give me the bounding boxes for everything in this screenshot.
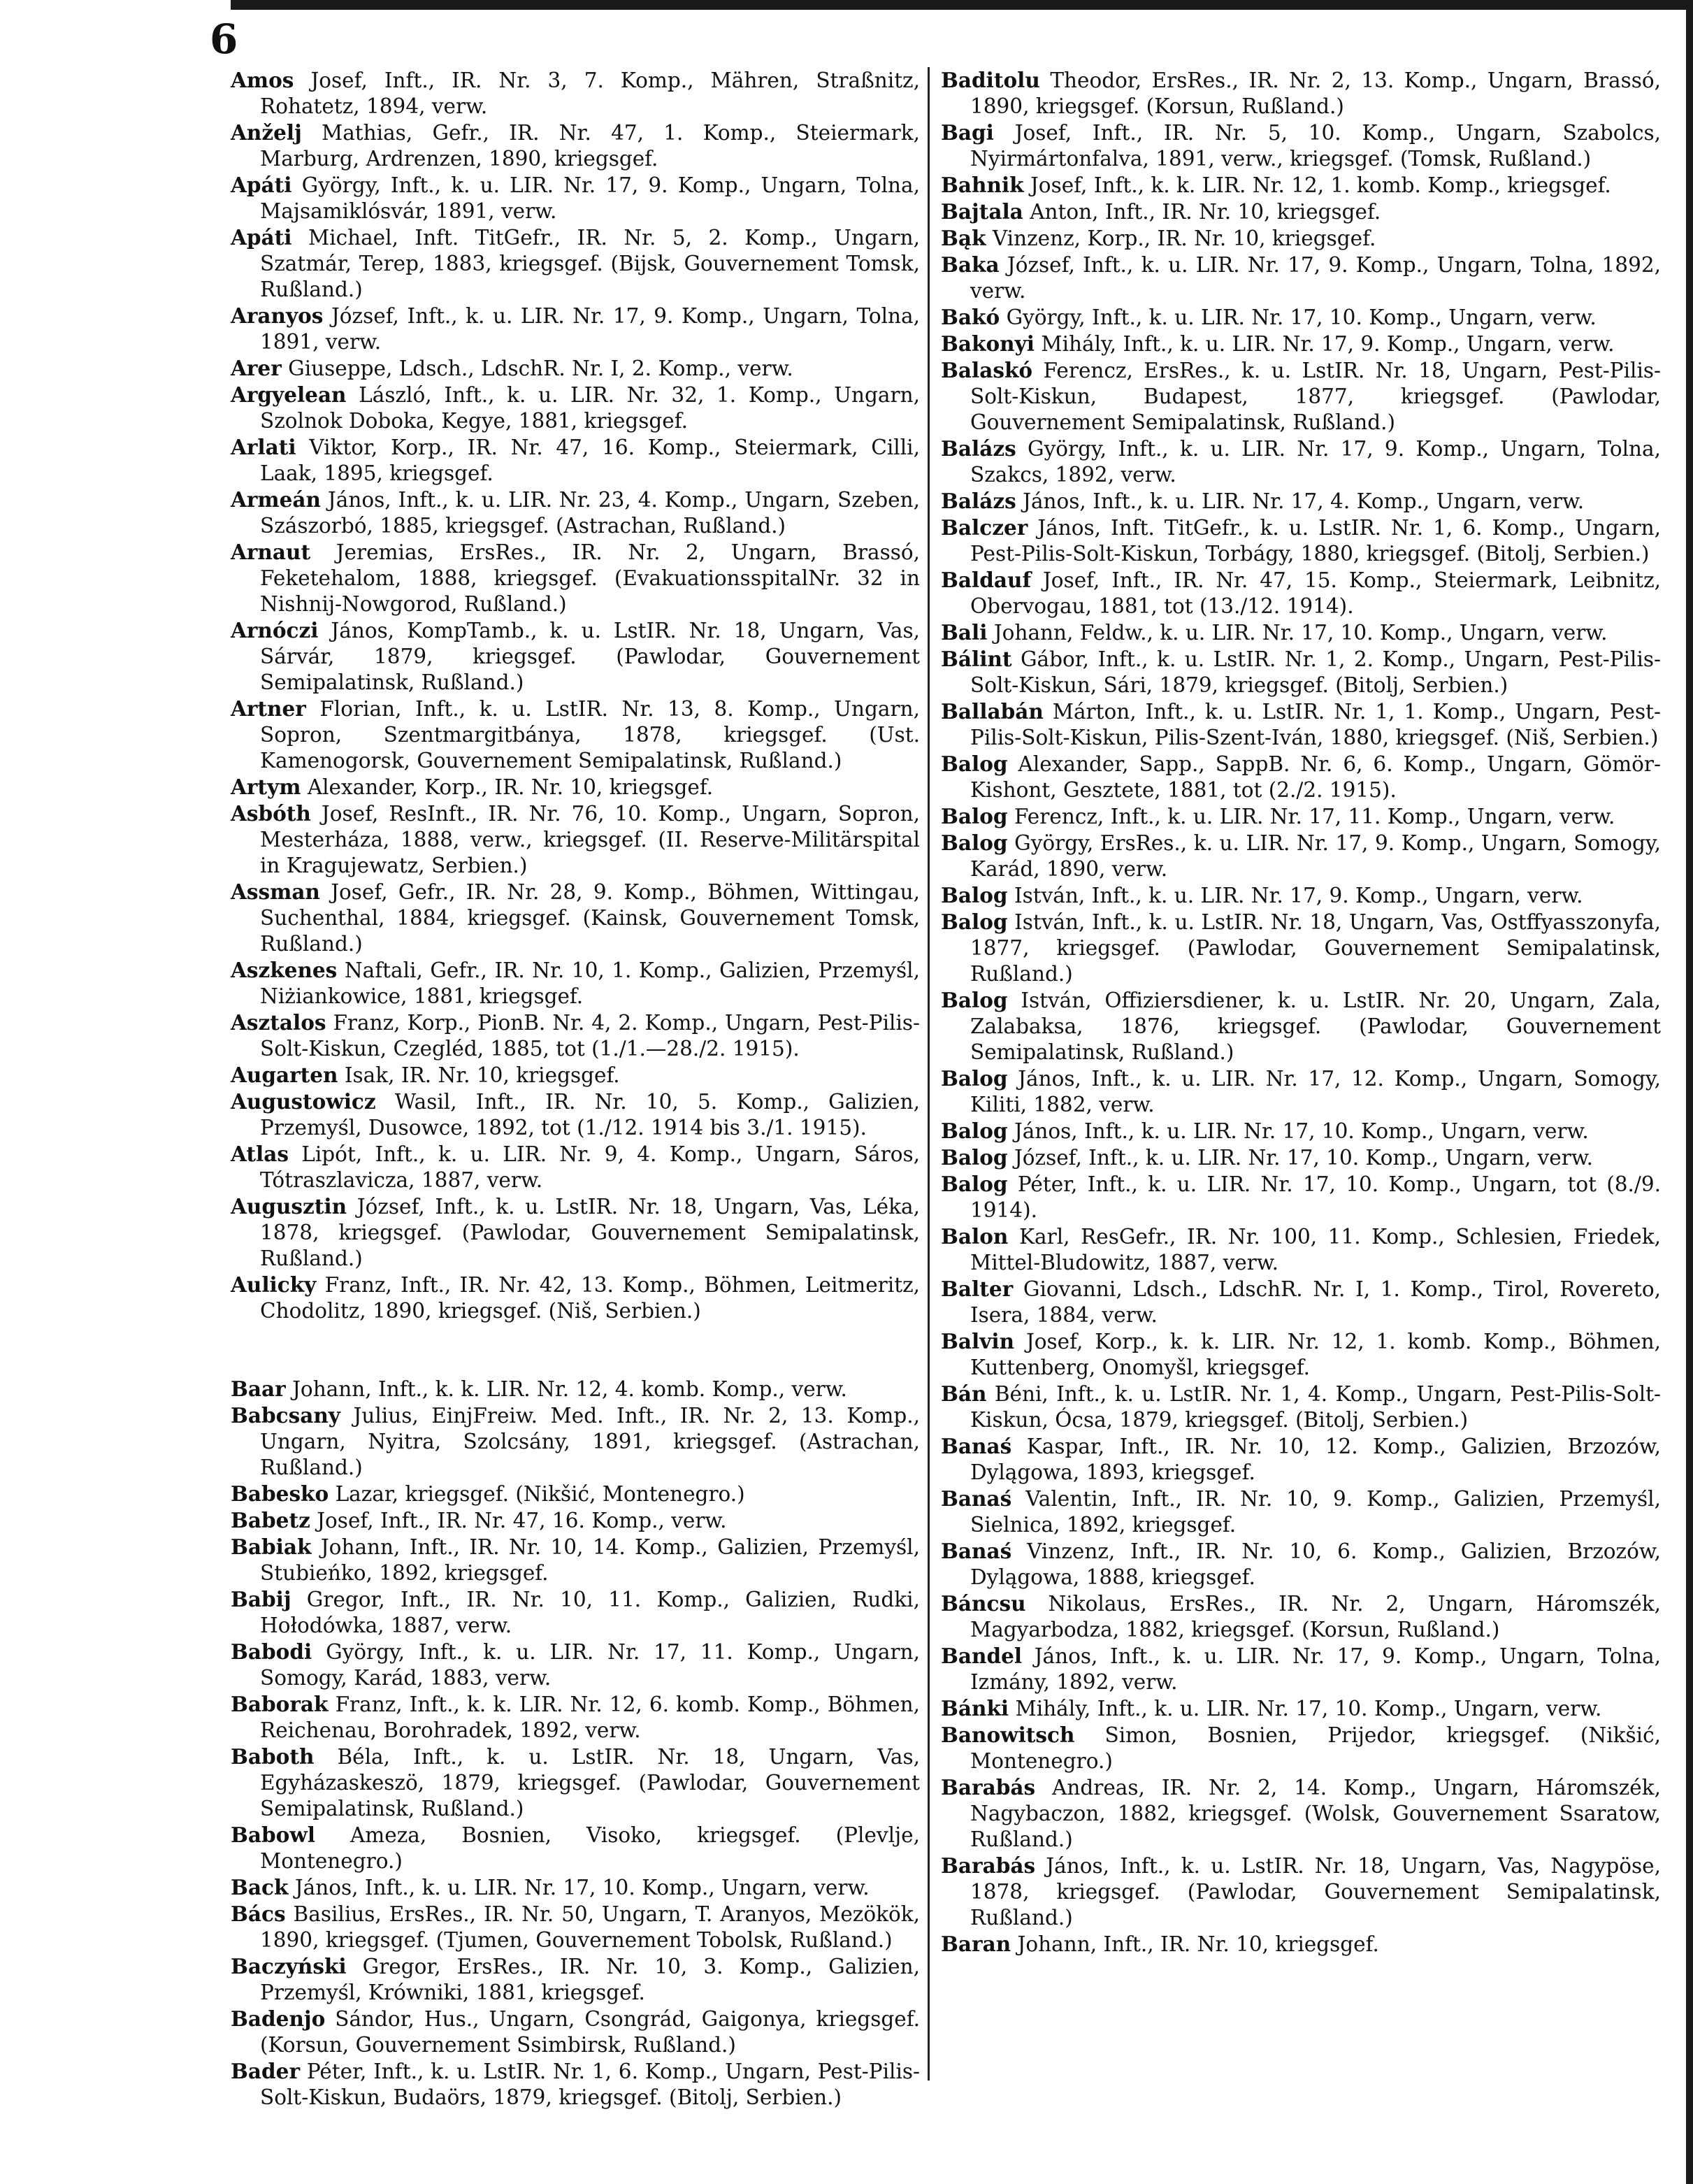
entry-surname: Augustowicz: [231, 1089, 376, 1114]
entry-details: Josef, Gefr., IR. Nr. 28, 9. Komp., Böhmen, Wittingau, Suchenthal, 1884, kriegsgef. (Kainsk, Gouvernement Tomsk, Rußland.): [260, 880, 920, 956]
entry-details: István, Inft., k. u. LstIR. Nr. 18, Ungarn, Vas, Ostffyasszonyfa, 1877, kriegsgef. (Pawlodar, Gouvernement Semipalatinsk, Rußland.): [970, 910, 1661, 986]
entry-details: Isak, IR. Nr. 10, kriegsgef.: [344, 1063, 620, 1087]
entry-details: Ferencz, Inft., k. u. LIR. Nr. 17, 11. Komp., Ungarn, verw.: [1014, 805, 1615, 828]
entry-surname: Babowl: [231, 1823, 315, 1847]
entry-surname: Bakonyi: [941, 331, 1035, 356]
entry-details: Theodor, ErsRes., IR. Nr. 2, 13. Komp., Ungarn, Brassó, 1890, kriegsgef. (Korsun, Rußland.): [970, 69, 1661, 118]
entry-surname: Arlati: [231, 435, 296, 459]
casualty-entry: [941, 830, 1661, 882]
entry-surname: Baborak: [231, 1692, 329, 1716]
entry-details: Mihály, Inft., k. u. LIR. Nr. 17, 10. Komp., Ungarn, verw.: [1015, 1697, 1602, 1720]
page-number: 6: [210, 15, 238, 63]
casualty-entry: [231, 800, 920, 879]
entry-surname: Bálint: [941, 647, 1012, 671]
entry-surname: Babesko: [231, 1481, 329, 1506]
entry-surname: Apáti: [231, 173, 292, 197]
casualty-entry: [231, 303, 920, 355]
casualty-entry: [231, 67, 920, 120]
casualty-entry: [941, 357, 1661, 436]
casualty-entry: [231, 1272, 920, 1324]
casualty-entry: [231, 1586, 920, 1639]
casualty-entry: [941, 1931, 1661, 1957]
casualty-entry: [231, 617, 920, 696]
casualty-entry: [231, 879, 920, 957]
entry-surname: Back: [231, 1875, 289, 1899]
entry-details: Josef, Inft., k. k. LIR. Nr. 12, 1. komb. Komp., kriegsgef.: [1030, 173, 1611, 197]
entry-surname: Bali: [941, 620, 988, 645]
casualty-entry: [941, 803, 1661, 830]
right-column: [941, 67, 1661, 1957]
casualty-entry: [941, 987, 1661, 1065]
entry-surname: Balog: [941, 1172, 1008, 1196]
casualty-entry: [231, 1376, 920, 1402]
entry-details: Ameza, Bosnien, Visoko, kriegsgef. (Plevlje, Montenegro.): [260, 1823, 920, 1873]
entry-details: Johann, Inft., IR. Nr. 10, kriegsgef.: [1017, 1932, 1379, 1956]
casualty-entry: [941, 909, 1661, 987]
casualty-entry: [941, 515, 1661, 567]
casualty-entry: [231, 1874, 920, 1901]
casualty-entry: [231, 2006, 920, 2058]
casualty-entry: [231, 1010, 920, 1062]
casualty-entry: [941, 1118, 1661, 1144]
casualty-entry: [941, 304, 1661, 331]
entry-details: József, Inft., k. u. LstIR. Nr. 18, Ungarn, Vas, Léka, 1878, kriegsgef. (Pawlodar, Gouvernement Semipalatinsk, Rußland.): [260, 1195, 920, 1270]
entry-surname: Baka: [941, 252, 1000, 277]
entry-details: László, Inft., k. u. LIR. Nr. 32, 1. Komp., Ungarn, Szolnok Doboka, Kegye, 1881, kriegsgef.: [260, 383, 920, 433]
casualty-entry: [231, 224, 920, 303]
entry-surname: Balázs: [941, 436, 1016, 461]
casualty-entry: [231, 1639, 920, 1691]
casualty-entry: [941, 698, 1661, 751]
entry-surname: Apáti: [231, 225, 292, 250]
entry-details: Jeremias, ErsRes., IR. Nr. 2, Ungarn, Brassó, Feketehalom, 1888, kriegsgef. (EvakuationsspitalNr. 32 in Nishnij-Nowgorod, Rußland.): [260, 540, 920, 616]
entry-surname: Balog: [941, 804, 1008, 828]
casualty-entry: [941, 882, 1661, 909]
casualty-entry: [941, 1538, 1661, 1590]
casualty-entry: [941, 1643, 1661, 1695]
entry-details: Josef, Inft., IR. Nr. 47, 15. Komp., Steiermark, Leibnitz, Obervogau, 1881, tot (13./12. 1914).: [970, 568, 1661, 618]
casualty-entry: [231, 1507, 920, 1534]
entry-surname: Aszkenes: [231, 958, 338, 982]
entry-surname: Aulicky: [231, 1272, 317, 1297]
entry-surname: Aranyos: [231, 303, 324, 328]
entry-surname: Argyelean: [231, 382, 347, 407]
entry-details: János, Inft., k. u. LIR. Nr. 17, 12. Komp., Ungarn, Somogy, Kiliti, 1882, verw.: [970, 1067, 1661, 1116]
scan-right-edge: [1686, 0, 1693, 2184]
entry-surname: Augusztin: [231, 1194, 347, 1219]
casualty-entry: [941, 331, 1661, 357]
entry-surname: Báncsu: [941, 1591, 1026, 1616]
entry-details: Lipót, Inft., k. u. LIR. Nr. 9, 4. Komp., Ungarn, Sáros, Tótraszlavicza, 1887, verw.: [260, 1142, 920, 1192]
entry-surname: Banowitsch: [941, 1723, 1075, 1747]
entry-details: Gregor, ErsRes., IR. Nr. 10, 3. Komp., Galizien, Przemyśl, Krówniki, 1881, kriegsgef.: [260, 1955, 920, 2004]
entry-details: Mathias, Gefr., IR. Nr. 47, 1. Komp., Steiermark, Marburg, Ardrenzen, 1890, kriegsgef.: [260, 121, 920, 171]
casualty-entry: [941, 1433, 1661, 1486]
entry-details: József, Inft., k. u. LIR. Nr. 17, 9. Komp., Ungarn, Tolna, 1892, verw.: [970, 253, 1661, 303]
entry-surname: Bąk: [941, 226, 986, 250]
entry-details: István, Inft., k. u. LIR. Nr. 17, 9. Komp., Ungarn, verw.: [1014, 884, 1583, 907]
casualty-entry: [941, 436, 1661, 488]
casualty-entry: [941, 1722, 1661, 1774]
entry-details: Béni, Inft., k. u. LstIR. Nr. 1, 4. Komp., Ungarn, Pest-Pilis-Solt-Kiskun, Ócsa, 1879, kriegsgef. (Bitolj, Serbien.): [970, 1382, 1661, 1432]
entry-details: Alexander, Sapp., SappB. Nr. 6, 6. Komp., Ungarn, Gömör-Kishont, Gesztete, 1881, tot (2./2. 1915).: [970, 752, 1662, 802]
casualty-entry: [231, 1481, 920, 1507]
scan-top-edge: [231, 0, 1693, 10]
entry-surname: Baditolu: [941, 68, 1040, 92]
entry-details: György, Inft., k. u. LIR. Nr. 17, 9. Komp., Ungarn, Tolna, Majsamiklósvár, 1891, verw.: [260, 173, 920, 223]
entry-surname: Barabás: [941, 1853, 1036, 1878]
entry-details: István, Offiziersdiener, k. u. LstIR. Nr. 20, Ungarn, Zala, Zalabaksa, 1876, kriegsgef. (Pawlodar, Gouvernement Semipalatinsk, Rußland.): [970, 989, 1661, 1064]
entry-details: György, Inft., k. u. LIR. Nr. 17, 11. Komp., Ungarn, Somogy, Karád, 1883, verw.: [260, 1640, 920, 1690]
entry-details: Viktor, Korp., IR. Nr. 47, 16. Komp., Steiermark, Cilli, Laak, 1895, kriegsgef.: [260, 436, 920, 485]
casualty-entry: [231, 539, 920, 617]
entry-details: Josef, Inft., IR. Nr. 3, 7. Komp., Mähren, Straßnitz, Rohatetz, 1894, verw.: [260, 69, 920, 118]
entry-details: János, Inft., k. u. LIR. Nr. 23, 4. Komp., Ungarn, Szeben, Szászorbó, 1885, kriegsgef. (Astrachan, Rußland.): [260, 488, 920, 538]
casualty-entry: [941, 1590, 1661, 1643]
entry-details: Márton, Inft., k. u. LstIR. Nr. 1, 1. Komp., Ungarn, Pest-Pilis-Solt-Kiskun, Pilis-Szent-Iván, 1880, kriegsgef. (Niš, Serbien.): [970, 700, 1661, 749]
entry-surname: Baran: [941, 1932, 1011, 1956]
casualty-entry: [231, 1534, 920, 1586]
entry-surname: Balczer: [941, 515, 1028, 540]
entry-details: Julius, EinjFreiw. Med. Inft., IR. Nr. 2, 13. Komp., Ungarn, Nyitra, Szolcsány, 1891, kriegsgef. (Astrachan, Rußland.): [260, 1404, 920, 1479]
entry-details: Johann, Inft., IR. Nr. 10, 14. Komp., Galizien, Przemyśl, Stubieńko, 1892, kriegsgef.: [260, 1535, 920, 1585]
casualty-entry: [941, 1328, 1661, 1381]
casualty-entry: [941, 488, 1661, 515]
casualty-entry: [941, 619, 1661, 646]
casualty-entry: [231, 1141, 920, 1193]
entry-details: János, Inft., k. u. LIR. Nr. 17, 10. Komp., Ungarn, verw.: [1014, 1119, 1589, 1143]
casualty-entry: [231, 382, 920, 434]
entry-surname: Balog: [941, 1066, 1008, 1091]
entry-details: Péter, Inft., k. u. LstIR. Nr. 1, 6. Komp., Ungarn, Pest-Pilis-Solt-Kiskun, Budaörs, 1879, kriegsgef. (Bitolj, Serbien.): [260, 2060, 920, 2109]
entry-details: Basilius, ErsRes., IR. Nr. 50, Ungarn, T. Aranyos, Mezökök, 1890, kriegsgef. (Tjumen, Gouvernement Tobolsk, Rußland.): [260, 1902, 920, 1952]
entry-surname: Anželj: [231, 120, 302, 145]
entry-details: Johann, Feldw., k. u. LIR. Nr. 17, 10. Komp., Ungarn, verw.: [993, 621, 1608, 645]
entry-details: Gregor, Inft., IR. Nr. 10, 11. Komp., Galizien, Rudki, Hołodówka, 1887, verw.: [260, 1588, 920, 1637]
section-gap: [231, 1324, 920, 1376]
entry-surname: Banaś: [941, 1539, 1012, 1563]
entry-surname: Bánki: [941, 1696, 1009, 1720]
entry-surname: Balog: [941, 1119, 1008, 1143]
entry-surname: Baboth: [231, 1744, 315, 1769]
casualty-entry: [231, 1193, 920, 1272]
casualty-entry: [941, 120, 1661, 172]
entry-surname: Arer: [231, 356, 282, 380]
entry-details: Sándor, Hus., Ungarn, Csongrád, Gaigonya, kriegsgef. (Korsun, Gouvernement Ssimbirsk, Rußland.): [260, 2007, 920, 2057]
casualty-entry: [941, 1144, 1661, 1171]
casualty-entry: [941, 1171, 1661, 1223]
entry-details: Josef, ResInft., IR. Nr. 76, 10. Komp., Ungarn, Sopron, Mesterháza, 1888, verw., kriegsgef. (II. Reserve-Militärspital in Kragujewatz, Serbien.): [260, 802, 920, 877]
entry-details: Florian, Inft., k. u. LstIR. Nr. 13, 8. Komp., Ungarn, Sopron, Szentmargitbánya, 1878, kriegsgef. (Ust. Kamenogorsk, Gouvernement Semipalatinsk, Rußland.): [260, 697, 920, 773]
casualty-entry: [231, 2058, 920, 2111]
entry-details: Karl, ResGefr., IR. Nr. 100, 11. Komp., Schlesien, Friedek, Mittel-Bludowitz, 1887, verw.: [970, 1225, 1661, 1274]
entry-details: József, Inft., k. u. LIR. Nr. 17, 9. Komp., Ungarn, Tolna, 1891, verw.: [260, 304, 920, 354]
casualty-entry: [231, 434, 920, 487]
casualty-entry: [941, 1065, 1661, 1118]
casualty-entry: [941, 1381, 1661, 1433]
casualty-entry: [941, 67, 1661, 120]
entry-details: György, Inft., k. u. LIR. Nr. 17, 10. Komp., Ungarn, verw.: [1006, 306, 1597, 329]
casualty-entry: [231, 355, 920, 382]
casualty-entry: [231, 487, 920, 539]
entry-surname: Augarten: [231, 1063, 338, 1087]
entry-details: Valentin, Inft., IR. Nr. 10, 9. Komp., Galizien, Przemyśl, Sielnica, 1892, kriegsgef.: [970, 1487, 1661, 1537]
casualty-entry: [231, 1822, 920, 1874]
casualty-entry: [941, 1774, 1661, 1853]
casualty-entry: [231, 957, 920, 1010]
casualty-entry: [941, 1223, 1661, 1276]
entry-details: Giovanni, Ldsch., LdschR. Nr. I, 1. Komp., Tirol, Rovereto, Isera, 1884, verw.: [970, 1277, 1661, 1327]
casualty-entry: [941, 567, 1661, 619]
entry-details: Josef, Inft., IR. Nr. 47, 16. Komp., verw.: [317, 1509, 727, 1532]
entry-surname: Banaś: [941, 1434, 1012, 1458]
entry-details: Béla, Inft., k. u. LstIR. Nr. 18, Ungarn, Vas, Egyházaskeszö, 1879, kriegsgef. (Pawlodar, Gouvernement Semipalatinsk, Rußland.): [260, 1745, 920, 1820]
casualty-entry: [941, 199, 1661, 225]
casualty-entry: [231, 1953, 920, 2006]
casualty-entry: [941, 751, 1661, 803]
entry-surname: Babetz: [231, 1508, 310, 1532]
entry-details: Kaspar, Inft., IR. Nr. 10, 12. Komp., Galizien, Brzozów, Dylągowa, 1893, kriegsgef.: [970, 1435, 1661, 1484]
entry-surname: Assman: [231, 879, 320, 904]
entry-surname: Artym: [231, 775, 301, 799]
entry-details: Franz, Korp., PionB. Nr. 4, 2. Komp., Ungarn, Pest-Pilis-Solt-Kiskun, Czegléd, 1885, tot (1./1.—28./2. 1915).: [260, 1011, 920, 1061]
entry-details: János, Inft. TitGefr., k. u. LstIR. Nr. 1, 6. Komp., Ungarn, Pest-Pilis-Solt-Kiskun, Torbágy, 1880, kriegsgef. (Bitolj, Serbien.): [970, 516, 1661, 566]
entry-surname: Badenjo: [231, 2006, 326, 2031]
casualty-entry: [231, 1744, 920, 1822]
entry-surname: Artner: [231, 696, 306, 721]
entry-surname: Balter: [941, 1277, 1014, 1301]
casualty-entry: [941, 1276, 1661, 1328]
entry-surname: Atlas: [231, 1142, 289, 1166]
entry-details: Josef, Inft., IR. Nr. 5, 10. Komp., Ungarn, Szabolcs, Nyirmártonfalva, 1891, verw., kriegsgef. (Tomsk, Rußland.): [970, 121, 1661, 171]
entry-details: Franz, Inft., IR. Nr. 42, 13. Komp., Böhmen, Leitmeritz, Chodolitz, 1890, kriegsgef. (Niš, Serbien.): [260, 1273, 920, 1323]
entry-surname: Balog: [941, 883, 1008, 907]
entry-details: Johann, Inft., k. k. LIR. Nr. 12, 4. komb. Komp., verw.: [292, 1377, 847, 1401]
entry-surname: Bandel: [941, 1644, 1023, 1668]
left-column: [231, 67, 920, 2111]
casualty-entry: [231, 172, 920, 224]
entry-surname: Ballabán: [941, 699, 1044, 724]
entry-surname: Asbóth: [231, 801, 311, 826]
entry-details: Mihály, Inft., k. u. LIR. Nr. 17, 9. Komp., Ungarn, verw.: [1041, 332, 1615, 356]
entry-details: Nikolaus, ErsRes., IR. Nr. 2, Ungarn, Háromszék, Magyarbodza, 1882, kriegsgef. (Korsun, Rußland.): [970, 1592, 1661, 1641]
entry-details: Anton, Inft., IR. Nr. 10, kriegsgef.: [1030, 200, 1381, 224]
entry-surname: Babodi: [231, 1639, 312, 1664]
entry-details: Simon, Bosnien, Prijedor, kriegsgef. (Nikšić, Montenegro.): [970, 1723, 1661, 1773]
entry-surname: Balog: [941, 831, 1008, 855]
entry-details: János, Inft., k. u. LIR. Nr. 17, 10. Komp., Ungarn, verw.: [294, 1876, 870, 1899]
casualty-entry: [941, 1486, 1661, 1538]
entry-surname: Bakó: [941, 305, 1000, 329]
entry-details: Vinzenz, Korp., IR. Nr. 10, kriegsgef.: [992, 227, 1376, 250]
entry-surname: Babij: [231, 1587, 291, 1611]
casualty-entry: [231, 1062, 920, 1089]
casualty-entry: [941, 1695, 1661, 1722]
entry-surname: Balaskó: [941, 358, 1033, 382]
entry-surname: Balvin: [941, 1329, 1015, 1353]
entry-details: Josef, Korp., k. k. LIR. Nr. 12, 1. komb. Komp., Böhmen, Kuttenberg, Onomyšl, kriegsgef.: [970, 1330, 1661, 1379]
entry-details: Péter, Inft., k. u. LIR. Nr. 17, 10. Komp., Ungarn, tot (8./9. 1914).: [970, 1172, 1661, 1222]
entry-details: János, Inft., k. u. LIR. Nr. 17, 9. Komp., Ungarn, Tolna, Izmány, 1892, verw.: [970, 1644, 1661, 1694]
entry-surname: Bajtala: [941, 199, 1023, 224]
entry-details: Alexander, Korp., IR. Nr. 10, kriegsgef.: [307, 775, 714, 799]
entry-details: János, KompTamb., k. u. LstIR. Nr. 18, Ungarn, Vas, Sárvár, 1879, kriegsgef. (Pawlodar, Gouvernement Semipalatinsk, Rußland.): [260, 619, 920, 694]
entry-surname: Balon: [941, 1224, 1009, 1249]
entry-surname: Balog: [941, 910, 1008, 934]
entry-details: Giuseppe, Ldsch., LdschR. Nr. I, 2. Komp., verw.: [288, 357, 793, 380]
casualty-entry: [941, 225, 1661, 252]
casualty-entry: [941, 252, 1661, 304]
entry-details: Michael, Inft. TitGefr., IR. Nr. 5, 2. Komp., Ungarn, Szatmár, Terep, 1883, kriegsgef. (Bijsk, Gouvernement Tomsk, Rußland.): [260, 226, 920, 301]
casualty-entry: [231, 696, 920, 774]
casualty-entry: [231, 1402, 920, 1481]
entry-surname: Amos: [231, 68, 294, 92]
entry-surname: Balog: [941, 1145, 1008, 1170]
casualty-entry: [941, 172, 1661, 199]
entry-surname: Babiak: [231, 1535, 312, 1559]
entry-surname: Balog: [941, 752, 1008, 776]
entry-details: Vinzenz, Inft., IR. Nr. 10, 6. Komp., Galizien, Brzozów, Dylągowa, 1888, kriegsgef.: [970, 1539, 1661, 1589]
entry-surname: Arnóczi: [231, 618, 319, 642]
entry-surname: Baar: [231, 1377, 286, 1401]
entry-details: Wasil, Inft., IR. Nr. 10, 5. Komp., Galizien, Przemyśl, Dusowce, 1892, tot (1./12. 1914 bis 3./1. 1915).: [260, 1090, 920, 1140]
entry-surname: Armeán: [231, 487, 321, 512]
entry-surname: Baczyński: [231, 1954, 347, 1978]
casualty-entry: [941, 1853, 1661, 1931]
entry-details: József, Inft., k. u. LIR. Nr. 17, 10. Komp., Ungarn, verw.: [1014, 1146, 1593, 1170]
entry-details: Naftali, Gefr., IR. Nr. 10, 1. Komp., Galizien, Przemyśl, Niżiankowice, 1881, kriegsgef.: [260, 958, 920, 1008]
entry-surname: Bács: [231, 1902, 286, 1926]
entry-details: János, Inft., k. u. LIR. Nr. 17, 4. Komp., Ungarn, verw.: [1023, 489, 1585, 513]
entry-surname: Bagi: [941, 120, 994, 145]
entry-surname: Bán: [941, 1381, 987, 1406]
casualty-entry: [231, 774, 920, 800]
casualty-entry: [231, 120, 920, 172]
casualty-entry: [231, 1901, 920, 1953]
entry-details: Andreas, IR. Nr. 2, 14. Komp., Ungarn, Háromszék, Nagybaczon, 1882, kriegsgef. (Wolsk, Gouvernement Ssaratow, Rußland.): [970, 1776, 1661, 1851]
entry-details: György, Inft., k. u. LIR. Nr. 17, 9. Komp., Ungarn, Tolna, Szakcs, 1892, verw.: [970, 437, 1661, 487]
entry-details: György, ErsRes., k. u. LIR. Nr. 17, 9. Komp., Ungarn, Somogy, Karád, 1890, verw.: [970, 831, 1661, 881]
entry-surname: Asztalos: [231, 1010, 326, 1035]
entry-details: Ferencz, ErsRes., k. u. LstIR. Nr. 18, Ungarn, Pest-Pilis-Solt-Kiskun, Budapest, 1877, kriegsgef. (Pawlodar, Gouvernement Semipalatinsk, Rußland.): [970, 359, 1661, 434]
casualty-entry: [231, 1691, 920, 1744]
entry-details: Gábor, Inft., k. u. LstIR. Nr. 1, 2. Komp., Ungarn, Pest-Pilis-Solt-Kiskun, Sári, 1879, kriegsgef. (Bitolj, Serbien.): [970, 647, 1661, 697]
entry-surname: Banaś: [941, 1486, 1012, 1511]
entry-details: János, Inft., k. u. LstIR. Nr. 18, Ungarn, Vas, Nagypöse, 1878, kriegsgef. (Pawlodar, Gouvernement Semipalatinsk, Rußland.): [970, 1854, 1661, 1930]
entry-surname: Balog: [941, 988, 1008, 1012]
entry-surname: Bahnik: [941, 173, 1024, 197]
entry-details: Franz, Inft., k. k. LIR. Nr. 12, 6. komb. Komp., Böhmen, Reichenau, Borohradek, 1892, verw.: [260, 1693, 920, 1742]
casualty-entry: [941, 646, 1661, 698]
entry-surname: Arnaut: [231, 540, 311, 564]
entry-surname: Bader: [231, 2059, 300, 2083]
entry-surname: Barabás: [941, 1775, 1036, 1799]
entry-surname: Baldauf: [941, 568, 1032, 592]
entry-surname: Babcsany: [231, 1403, 340, 1428]
entry-details: Lazar, kriegsgef. (Nikšić, Montenegro.): [335, 1482, 745, 1506]
casualty-entry: [231, 1089, 920, 1141]
entry-surname: Balázs: [941, 489, 1016, 513]
column-divider: [928, 67, 930, 2081]
